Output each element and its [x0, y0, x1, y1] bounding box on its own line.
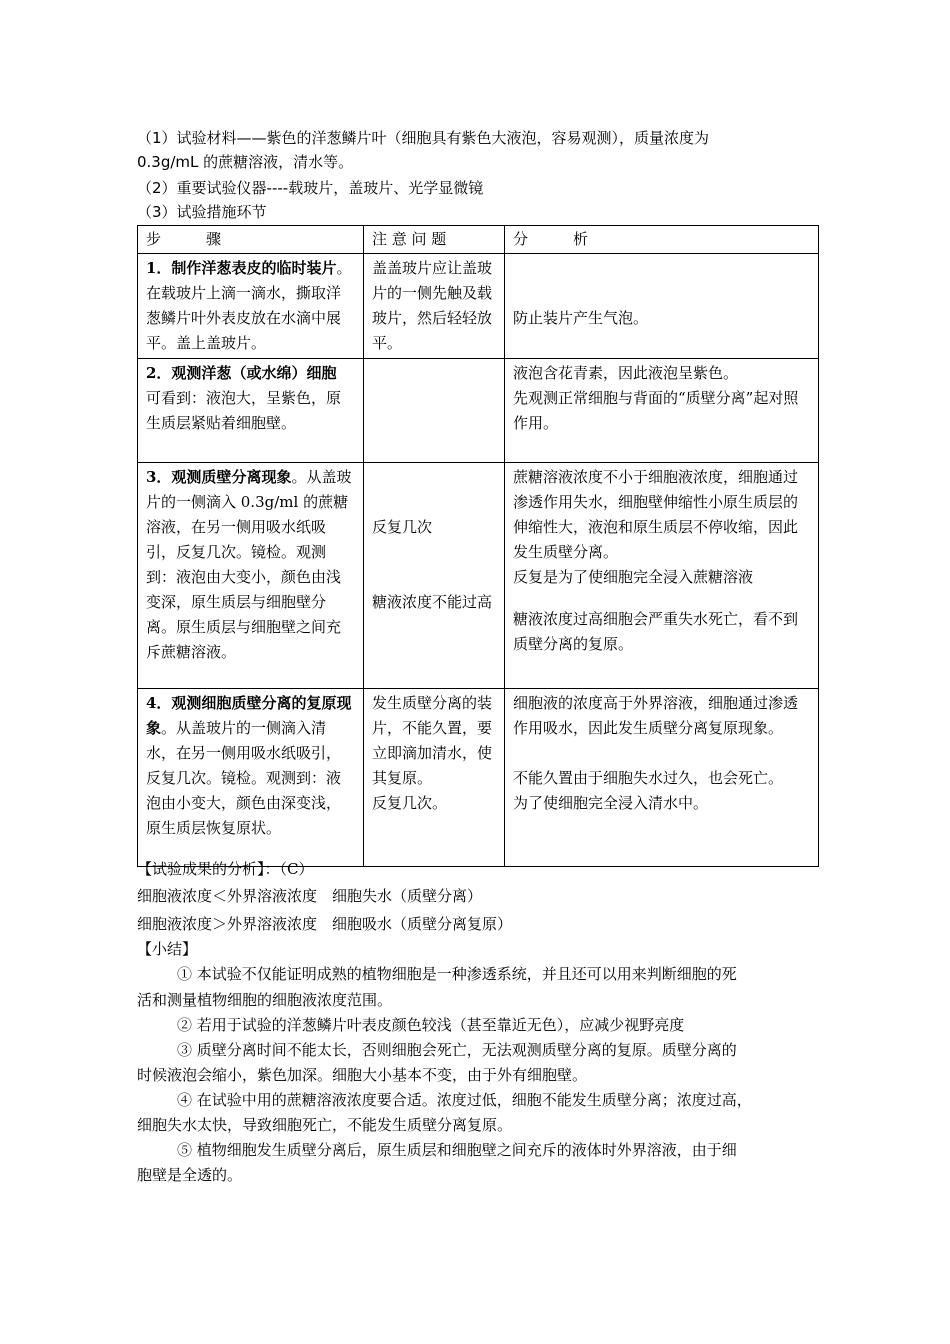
- analysis-text: 不能久置由于细胞失水过久，也会死亡。: [513, 769, 784, 787]
- note-cell: [364, 689, 505, 867]
- header-notes: 注 意 问 题: [364, 226, 505, 254]
- note-text: 反复几次。: [372, 794, 448, 812]
- analysis-text: 反复是为了使细胞完全浸入蔗糖溶液: [513, 568, 754, 586]
- results-line-2: 细胞液浓度＞外界溶液浓度 细胞吸水（质壁分离复原）: [137, 915, 513, 933]
- intro-line-1: （1）试验材料——紫色的洋葱鳞片叶（细胞具有紫色大液泡，容易观测），质量浓度为: [137, 129, 710, 147]
- note-text: 发生质壁分离的装片，不能久置，要立即滴加清水，使其复原。: [372, 694, 493, 787]
- note-cell: 盖盖玻片应让盖玻片的一侧先触及载玻片，然后轻轻放平。: [364, 254, 505, 359]
- step-body: 。在载玻片上滴一滴水，撕取洋葱鳞片叶外表皮放在水滴中展平。盖上盖玻片。: [146, 259, 352, 352]
- step-cell: [138, 689, 364, 867]
- analysis-text: 防止装片产生气泡。: [513, 309, 649, 327]
- results-line-1: 细胞液浓度＜外界溶液浓度 细胞失水（质壁分离）: [137, 887, 483, 905]
- note-text: 糖液浓度不能过高: [372, 593, 493, 611]
- analysis-cell: [505, 463, 819, 689]
- analysis-text: 为了使细胞完全浸入清水中。: [513, 794, 709, 812]
- summary-point-4-cont: 细胞失水太快，导致细胞死亡，不能发生质壁分离复原。: [137, 1116, 513, 1134]
- intro-line-2: 0.3g/mL 的蔗糖溶液，清水等。: [137, 153, 354, 171]
- note-cell: [364, 463, 505, 689]
- analysis-text: 细胞液的浓度高于外界溶液，细胞通过渗透作用吸水，因此发生质壁分离复原现象。: [513, 694, 799, 737]
- procedure-table: [137, 225, 819, 867]
- results-heading: [137, 857, 827, 881]
- analysis-text: 糖液浓度过高细胞会严重失水死亡，看不到质壁分离的复原。: [513, 610, 799, 653]
- step-cell: [138, 359, 364, 463]
- header-steps: 步 骤: [138, 226, 364, 254]
- note-text: 反复几次: [372, 518, 433, 536]
- step-title: 1．制作洋葱表皮的临时装片: [146, 259, 337, 277]
- analysis-cell: [505, 689, 819, 867]
- analysis-text: 蔗糖溶液浓度不小于细胞液浓度，细胞通过渗透作用失水，细胞壁伸缩性小原生质层的伸缩性大，液泡和原生质层不停收缩，因此发生质壁分离。: [513, 468, 799, 561]
- summary-point-3: ③ 质壁分离时间不能太长，否则细胞会死亡，无法观测质壁分离的复原。质壁分离的: [177, 1041, 737, 1059]
- analysis-text: 先观测正常细胞与背面的“质壁分离”起对照作用。: [513, 389, 799, 432]
- summary-point-2: ② 若用于试验的洋葱鳞片叶表皮颜色较浅（甚至靠近无色），应减少视野亮度: [177, 1016, 685, 1034]
- intro-line-3: （2）重要试验仪器----载玻片，盖玻片、光学显微镜: [137, 179, 484, 197]
- summary-heading: 【小结】: [137, 940, 198, 958]
- step-body: 。从盖玻片的一侧滴入清水，在另一侧用吸水纸吸引，反复几次。镜检。观测到：液泡由小变大，颜色由深变浅，原生质层恢复原状。: [146, 719, 342, 837]
- summary-point-3-cont: 时候液泡会缩小，紫色加深。细胞大小基本不变，由于外有细胞壁。: [137, 1066, 588, 1084]
- step-body: 。从盖玻片的一侧滴入 0.3g/ml 的蔗糖溶液，在另一侧用吸水纸吸引，反复几次。镜检。观测到：液泡由大变小，颜色由浅变深，原生质层与细胞壁分离。原生质层与细胞壁之间充斥蔗糖溶液。: [146, 468, 352, 661]
- summary-point-1-cont: 活和测量植物细胞的细胞液浓度范围。: [137, 991, 393, 1009]
- intro-line-4: （3）试验措施环节: [137, 203, 267, 221]
- summary-point-5: ⑤ 植物细胞发生质壁分离后，原生质层和细胞壁之间充斥的液体时外界溶液，由于细: [177, 1141, 737, 1159]
- summary-point-4: ④ 在试验中用的蔗糖溶液浓度要合适。浓度过低，细胞不能发生质壁分离；浓度过高，: [177, 1091, 752, 1109]
- step-title: 4．观测细胞质壁分离的复原现象: [146, 694, 352, 737]
- header-analysis: 分 析: [505, 226, 819, 254]
- table-row: [138, 463, 819, 689]
- analysis-cell: [505, 254, 819, 359]
- summary-point-5-cont: 胞壁是全透的。: [137, 1166, 243, 1184]
- step-body: 可看到：液泡大，呈紫色，原生质层紧贴着细胞壁。: [146, 389, 342, 432]
- table-header-row: [138, 226, 819, 254]
- summary-point-1: ① 本试验不仅能证明成熟的植物细胞是一种渗透系统，并且还可以用来判断细胞的死: [177, 965, 737, 983]
- note-cell: [364, 359, 505, 463]
- analysis-cell: [505, 359, 819, 463]
- analysis-text: 液泡含花青素，因此液泡呈紫色。: [513, 364, 739, 382]
- table-row: [138, 359, 819, 463]
- step-cell: [138, 254, 364, 359]
- results-heading-text: 【试验成果的分析】：（C）: [137, 860, 314, 878]
- table-row: [138, 689, 819, 867]
- step-title: 2．观测洋葱（或水绵）细胞: [146, 364, 337, 382]
- step-title: 3．观测质壁分离现象: [146, 468, 292, 486]
- table-row: [138, 254, 819, 359]
- step-cell: [138, 463, 364, 689]
